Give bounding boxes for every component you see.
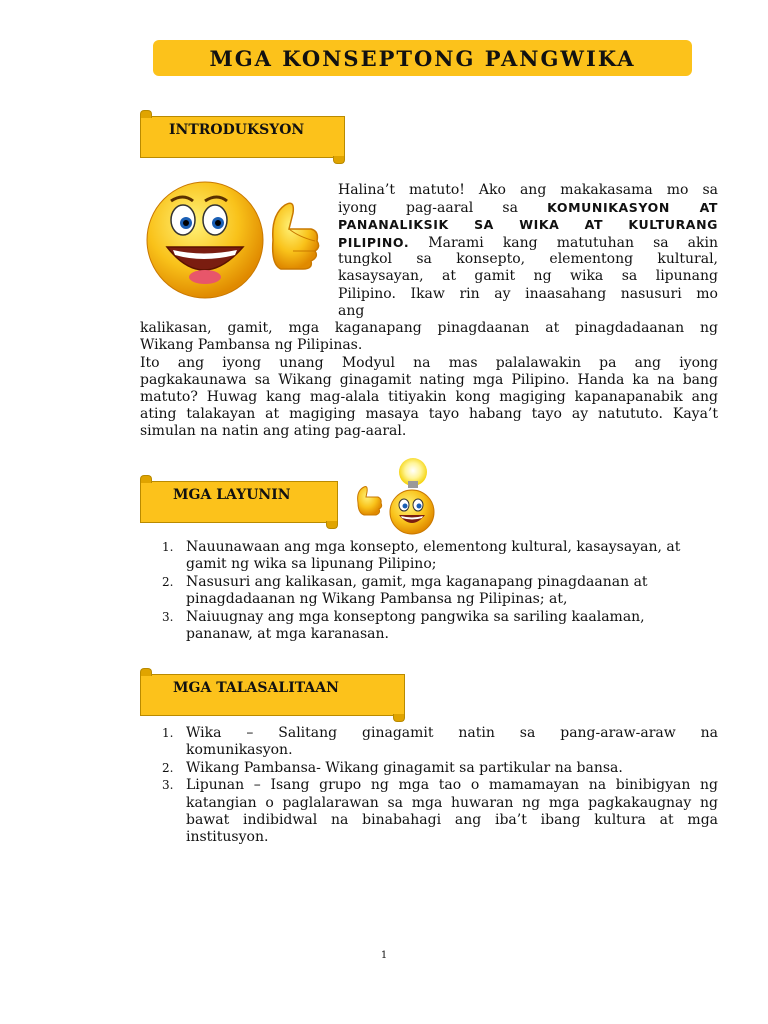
course-title-part: PILIPINO.	[338, 235, 410, 250]
list-item	[162, 539, 718, 574]
list-number: 2.	[162, 760, 174, 775]
pointing-hand-icon	[358, 487, 382, 515]
section-heading-label: MGA TALASALITAAN	[173, 680, 339, 696]
pointing-hand-icon	[273, 203, 319, 269]
course-title-part: PANANALIKSIK SA WIKA AT KULTURANG	[338, 217, 718, 232]
list-item-text: Naiuugnay ang mga konseptong pangwika sa sariling kaalaman,	[186, 608, 645, 625]
intro-text: iyong pag-aaral sa	[338, 200, 518, 216]
intro-line	[338, 199, 718, 217]
list-item	[162, 777, 718, 847]
page-title: MGA KONSEPTONG PANGWIKA	[209, 45, 636, 71]
list-number: 1.	[162, 726, 174, 740]
section-heading-introduksyon	[140, 116, 345, 158]
list-item	[162, 574, 718, 609]
smiley-thumbs-up-icon	[143, 185, 328, 300]
intro-line: Pilipino. Ikaw rin ay inaasahang nasusuri mo	[338, 286, 718, 302]
lightbulb-smiley-icon	[352, 455, 442, 535]
list-item-text: institusyon.	[186, 829, 269, 846]
intro-line: ang	[338, 303, 365, 319]
list-item-text: komunikasyon.	[186, 742, 293, 759]
course-title-part: KOMUNIKASYON AT	[547, 200, 719, 215]
list-item-text: Nasusuri ang kalikasan, gamit, mga kaganapang pinagdaanan at	[186, 573, 648, 590]
list-item-text: Wika – Salitang ginagamit natin sa pang-araw-araw na	[186, 725, 718, 741]
page-number: 1	[380, 950, 388, 961]
list-number: 3.	[162, 609, 174, 624]
intro-line: kalikasan, gamit, mga kaganapang pinagdaanan at pinagdadaanan ng	[140, 320, 718, 336]
list-number: 3.	[162, 778, 174, 793]
vocabulary-list	[162, 725, 718, 847]
list-number: 2.	[162, 574, 174, 589]
intro-line	[338, 234, 718, 252]
list-item-text: pinagdadaanan ng Wikang Pambansa ng Pilipinas; at,	[186, 591, 568, 608]
list-number: 1.	[162, 540, 174, 554]
intro-line: matuto? Huwag kang mag-alala titiyakin kong magiging kapanapanabik ang	[140, 389, 718, 405]
list-item-text: Nauunawaan ang mga konsepto, elementong kultural, kasaysayan, at	[186, 539, 681, 555]
section-heading-label: INTRODUKSYON	[169, 122, 305, 138]
list-item	[162, 725, 718, 760]
intro-line: kasaysayan, at gamit ng wika sa lipunang	[338, 268, 718, 284]
intro-line: pagkakaunawa sa Wikang ginagamit nating mga Pilipino. Handa ka na bang	[140, 372, 718, 388]
objectives-list	[162, 539, 718, 643]
intro-line: tungkol sa konsepto, elementong kultural,	[338, 251, 718, 267]
intro-line: Ito ang iyong unang Modyul na mas palalawakin pa ang iyong	[140, 355, 718, 371]
list-item-text: bawat indibidwal na binabahagi ang iba’t ibang kultura at mga	[186, 812, 718, 829]
intro-text: Marami kang matutuhan sa akin	[428, 235, 718, 251]
list-item-text: pananaw, at mga karanasan.	[186, 626, 389, 643]
list-item-text: katangian o paglalarawan sa mga huwaran ng mga pagkakaugnay ng	[186, 794, 718, 811]
section-heading-label: MGA LAYUNIN	[173, 487, 291, 503]
list-item-text: Lipunan – Isang grupo ng mga tao o mamamayan na binibigyan ng	[186, 777, 718, 794]
page-title-banner	[153, 40, 692, 76]
list-item-text: Wikang Pambansa- Wikang ginagamit sa partikular na bansa.	[186, 759, 623, 776]
list-item	[162, 760, 718, 777]
section-heading-talasalitaan	[140, 674, 405, 716]
list-item	[162, 609, 718, 644]
list-item-text: gamit ng wika sa lipunang Pilipino;	[186, 556, 437, 573]
intro-line: Halina’t matuto! Ako ang makakasama mo sa	[338, 182, 718, 198]
intro-line: Wikang Pambansa ng Pilipinas.	[140, 337, 363, 353]
intro-line: simulan na natin ang ating pag-aaral.	[140, 423, 407, 439]
intro-line: ating talakayan at magiging masaya tayo habang tayo ay natututo. Kaya’t	[140, 406, 718, 422]
section-heading-layunin	[140, 481, 338, 523]
